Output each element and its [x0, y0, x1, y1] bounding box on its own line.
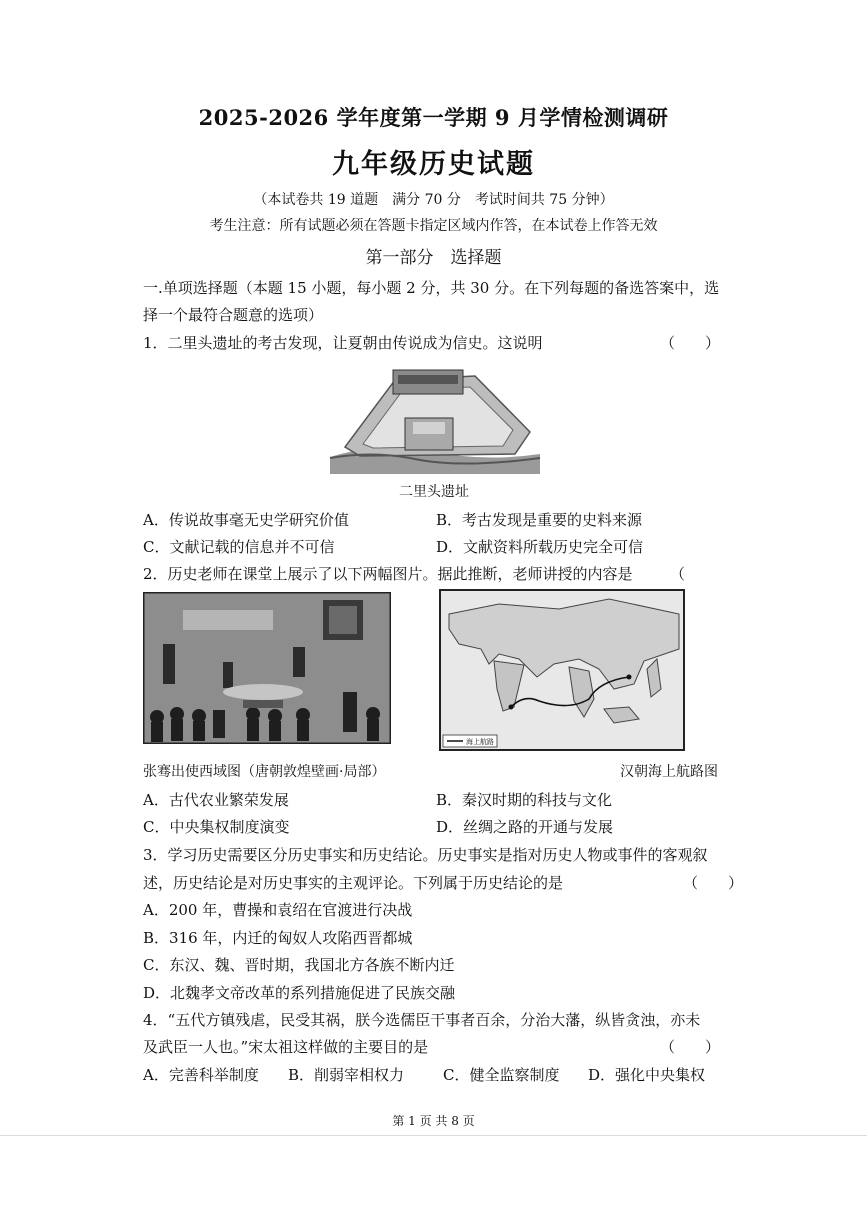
section-instructions-line1: 一.单项选择题（本题 15 小题，每小题 2 分，共 30 分。在下列每题的备选答案中，选	[143, 279, 720, 297]
question-3-option-d[interactable]: D．北魏孝文帝改革的系列措施促进了民族交融	[143, 984, 456, 1002]
erlitou-site-image	[325, 362, 545, 474]
question-4-stem-line1: 4．“五代方镇残虐，民受其祸，朕今选儒臣干事者百余，分治大藩，纵皆贪浊，亦未	[143, 1011, 701, 1029]
footer-divider	[0, 1135, 867, 1136]
question-2-stem: 2．历史老师在课堂上展示了以下两幅图片。据此推断，老师讲授的内容是	[143, 565, 633, 583]
exam-subtitle: 九年级历史试题	[332, 149, 535, 180]
question-1-stem: 1．二里头遗址的考古发现，让夏朝由传说成为信史。这说明	[143, 334, 543, 352]
page-number: 第 1 页 共 8 页	[392, 1114, 475, 1128]
question-1-option-d[interactable]: D．文献资料所载历史完全可信	[436, 538, 644, 556]
question-2-caption-right: 汉朝海上航路图	[620, 764, 718, 780]
question-3-option-a[interactable]: A．200 年，曹操和袁绍在官渡进行决战	[143, 901, 413, 919]
question-3-option-c[interactable]: C．东汉、魏、晋时期，我国北方各族不断内迁	[143, 956, 455, 974]
part-title: 第一部分 选择题	[365, 248, 502, 268]
exam-title: 2025-2026 学年度第一学期 9 月学情检测调研	[198, 105, 669, 130]
question-2-option-c[interactable]: C．中央集权制度演变	[143, 818, 290, 836]
exam-info: （本试卷共 19 道题 满分 70 分 考试时间共 75 分钟）	[253, 192, 614, 208]
question-4-answer-paren: （ ）	[660, 1038, 721, 1056]
question-1-answer-paren: （ ）	[660, 334, 721, 352]
question-4-option-d[interactable]: D．强化中央集权	[588, 1066, 706, 1084]
question-1-option-a[interactable]: A．传说故事毫无史学研究价值	[143, 511, 349, 529]
question-2-option-a[interactable]: A．古代农业繁荣发展	[143, 791, 289, 809]
question-3-answer-paren: （ ）	[683, 874, 744, 892]
question-2-option-d[interactable]: D．丝绸之路的开通与发展	[436, 818, 614, 836]
map-legend-label: 海上航路	[466, 738, 494, 746]
question-1-option-b[interactable]: B．考古发现是重要的史料来源	[436, 511, 643, 529]
question-2-caption-left: 张骞出使西域图（唐朝敦煌壁画·局部）	[143, 764, 386, 780]
question-3-stem-line2: 述，历史结论是对历史事实的主观评论。下列属于历史结论的是	[143, 874, 564, 892]
question-3-option-b[interactable]: B．316 年，内迁的匈奴人攻陷西晋都城	[143, 929, 413, 947]
question-3-stem-line1: 3．学习历史需要区分历史事实和历史结论。历史事实是指对历史人物或事件的客观叙	[143, 846, 708, 864]
question-1-image-caption: 二里头遗址	[399, 484, 469, 500]
exam-notice: 考生注意：所有试题必须在答题卡指定区域内作答，在本试卷上作答无效	[209, 218, 658, 234]
question-2-option-b[interactable]: B．秦汉时期的科技与文化	[436, 791, 613, 809]
question-4-stem-line2: 及武臣一人也。”宋太祖这样做的主要目的是	[143, 1038, 429, 1056]
question-4-option-c[interactable]: C．健全监察制度	[443, 1066, 560, 1084]
han-sea-route-map-image	[439, 589, 685, 751]
question-2-answer-paren: （	[670, 565, 686, 583]
question-1-option-c[interactable]: C．文献记载的信息并不可信	[143, 538, 335, 556]
zhang-qian-mural-image	[143, 592, 391, 744]
question-4-option-a[interactable]: A．完善科举制度	[143, 1066, 259, 1084]
question-4-option-b[interactable]: B．削弱宰相权力	[288, 1066, 405, 1084]
section-instructions-line2: 择一个最符合题意的选项）	[143, 306, 324, 324]
